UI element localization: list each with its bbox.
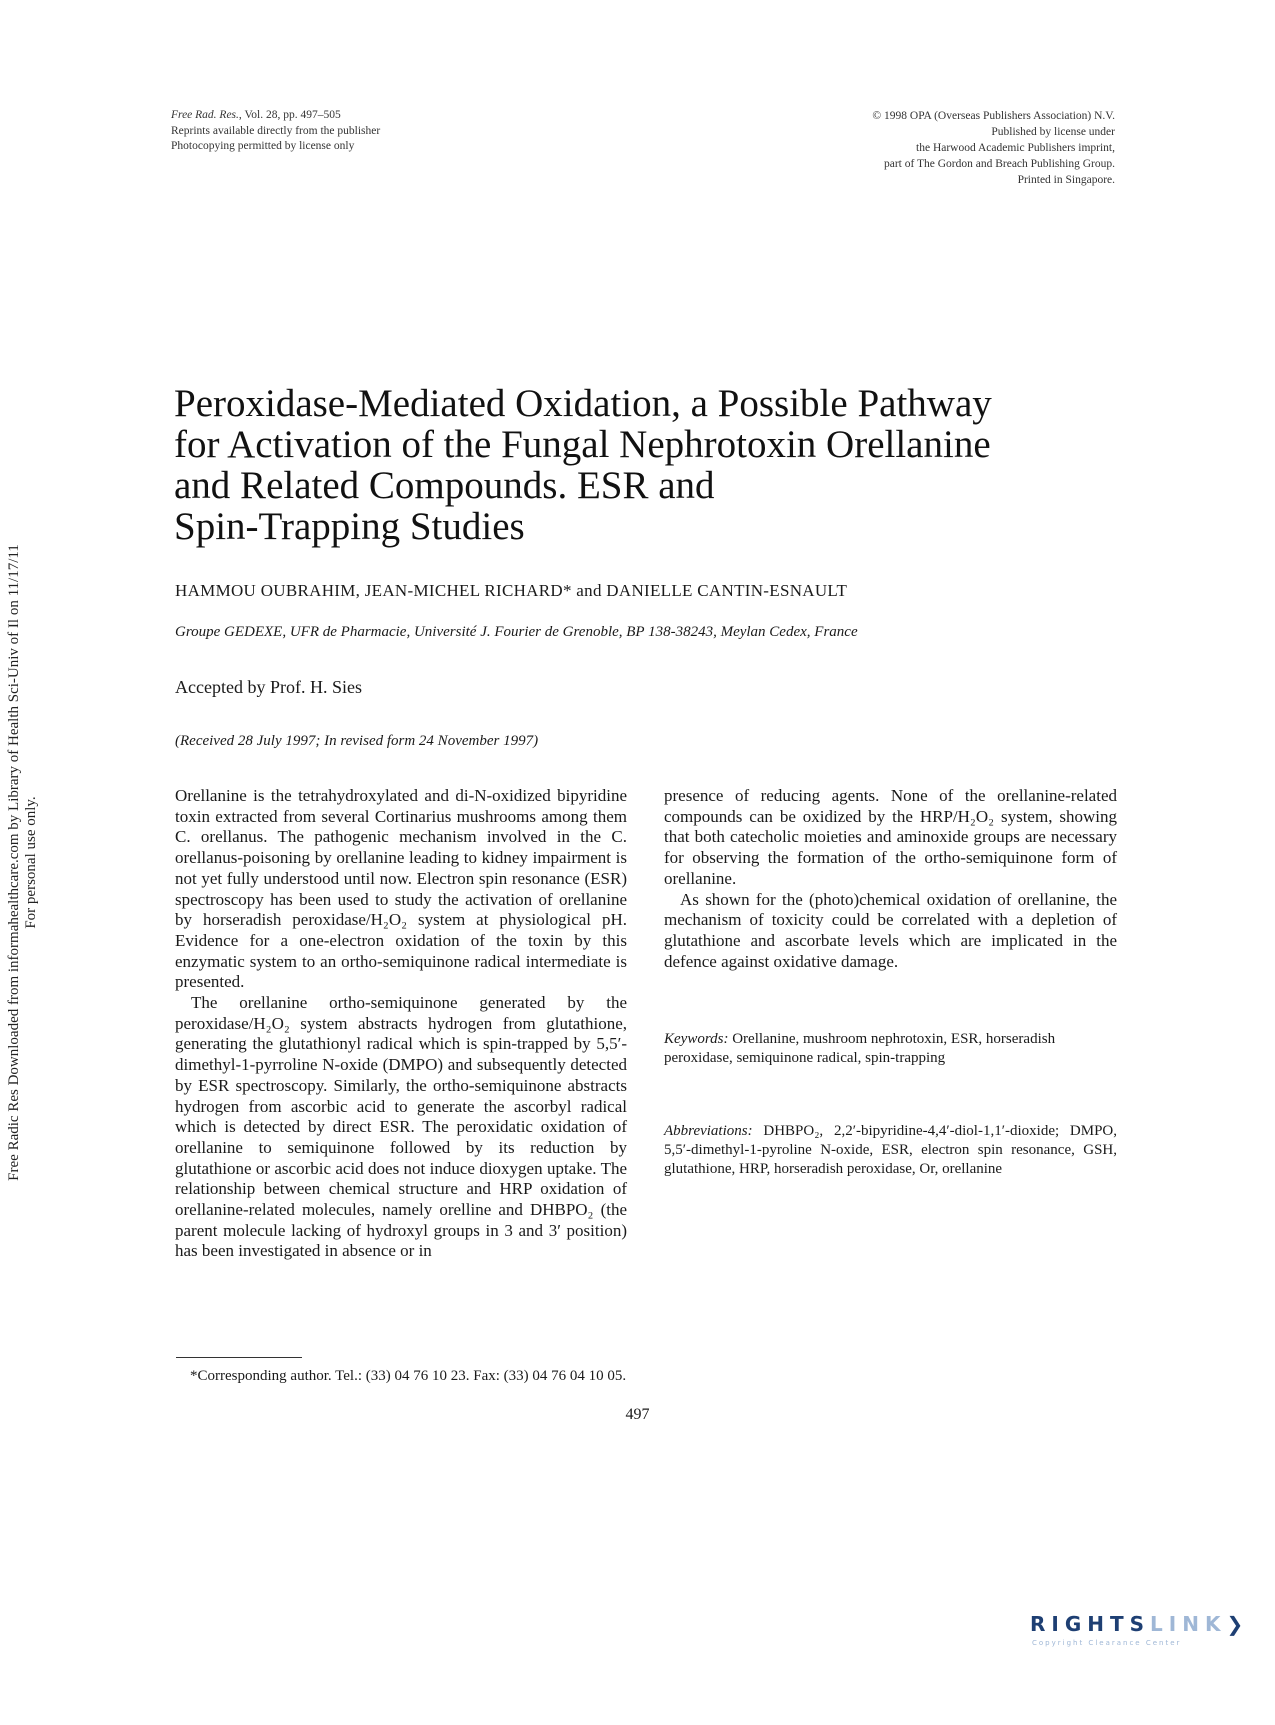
download-watermark xyxy=(6,500,40,1225)
abstract-right-column xyxy=(664,786,1117,972)
keywords-label: Keywords: xyxy=(664,1031,729,1047)
rightslink-tagline: Copyright Clearance Center xyxy=(1032,1639,1182,1647)
volume-pages: , Vol. 28, pp. 497–505 xyxy=(238,109,341,121)
keywords-text: Orellanine, mushroom nephrotoxin, ESR, horseradish peroxidase, semiquinone radical, spin-trapping xyxy=(664,1031,1056,1066)
reprints-note: Reprints available directly from the publisher xyxy=(171,124,381,137)
authors: HAMMOU OUBRAHIM, JEAN-MICHEL RICHARD* and DANIELLE CANTIN-ESNAULT xyxy=(175,581,848,600)
copyright-block xyxy=(872,108,1115,188)
keywords xyxy=(664,1030,1117,1068)
article-title xyxy=(174,383,1114,547)
rightslink-light-text: LINK xyxy=(1150,1612,1227,1636)
abstract-paragraph-4: As shown for the (photo)chemical oxidation of orellanine, the mechanism of toxicity could be correlated with a depletion of glutathione and ascorbate levels which are implicated in the defence against oxidative damage. xyxy=(664,889,1117,971)
abbreviations xyxy=(664,1122,1117,1179)
abstract-left-column xyxy=(175,786,627,1262)
photocopy-note: Photocopying permitted by license only xyxy=(171,140,355,152)
copyright-line-3: the Harwood Academic Publishers imprint, xyxy=(916,142,1115,154)
copyright-line-5: Printed in Singapore. xyxy=(1017,174,1115,186)
abstract-paragraph-2: The orellanine ortho-semiquinone generated by the peroxidase/H₂O₂ system abstracts hydrogen from glutathione, generating the glutathionyl radical which is spin-trapped by 5,5′-dimethyl-1-pyrroline N-oxide (DMPO) and subsequently detected by ESR spectroscopy. Similarly, the ortho-semiquinone abstracts hydrogen from ascorbic acid to generate the ascorbyl radical which is detected by direct ESR. The peroxidatic oxidation of orellanine to semiquinone followed by its reduction by glutathione or ascorbic acid does not induce dioxygen uptake. The relationship between chemical structure and HRP oxidation of orellanine-related molecules, namely orelline and DHBPO₂ (the parent molecule lacking of hydroxyl groups in 3 and 3′ position) has been investigated in absence or in xyxy=(175,993,627,1261)
copyright-line-2: Published by license under xyxy=(991,126,1115,138)
title-line-3: and Related Compounds. ESR and xyxy=(174,464,715,507)
rightslink-logo[interactable] xyxy=(1030,1612,1270,1656)
accepted-by: Accepted by Prof. H. Sies xyxy=(175,677,362,697)
abbreviations-text: DHBPO₂, 2,2′-bipyridine-4,4′-diol-1,1′-dioxide; DMPO, 5,5′-dimethyl-1-pyroline N-oxide, ESR, electron spin resonance, GSH, glutathione, HRP, horseradish peroxidase, Or, orellanine xyxy=(664,1123,1118,1177)
rightslink-dark-text: RIGHTS xyxy=(1030,1612,1151,1636)
corresponding-author-footnote: *Corresponding author. Tel.: (33) 04 76 10 23. Fax: (33) 04 76 04 10 05. xyxy=(190,1368,627,1384)
journal-volume-line xyxy=(171,108,380,124)
journal-citation xyxy=(171,108,380,155)
page-number: 497 xyxy=(625,1406,650,1423)
title-line-1: Peroxidase-Mediated Oxidation, a Possible Pathway xyxy=(174,382,992,425)
abbreviations-label: Abbreviations: xyxy=(664,1123,753,1139)
title-line-4: Spin-Trapping Studies xyxy=(174,505,525,548)
footnote-divider xyxy=(176,1357,302,1358)
received-dates: (Received 28 July 1997; In revised form 24 November 1997) xyxy=(175,733,539,749)
affiliation: Groupe GEDEXE, UFR de Pharmacie, Université J. Fourier de Grenoble, BP 138-38243, Meylan Cedex, France xyxy=(175,624,858,640)
copyright-line-4: part of The Gordon and Breach Publishing Group. xyxy=(883,158,1115,170)
rightslink-chevron-icon: ❯ xyxy=(1226,1612,1250,1636)
copyright-line-1: © 1998 OPA (Overseas Publishers Association) N.V. xyxy=(872,110,1115,122)
abstract-paragraph-1: Orellanine is the tetrahydroxylated and di-N-oxidized bipyridine toxin extracted from several Cortinarius mushrooms among them C. orellanus. The pathogenic mechanism involved in the C. orellanus-poisoning by orellanine leading to kidney impairment is not yet fully understood until now. Electron spin resonance (ESR) spectroscopy has been used to study the activation of orellanine by horseradish peroxidase/H₂O₂ system at physiological pH. Evidence for a one-electron oxidation of the toxin by this enzymatic system to an ortho-semiquinone radical intermediate is presented. xyxy=(175,786,627,992)
download-watermark-line-2: For personal use only. xyxy=(23,796,39,929)
title-line-2: for Activation of the Fungal Nephrotoxin Orellanine xyxy=(174,423,991,466)
abstract-paragraph-3: presence of reducing agents. None of the orellanine-related compounds can be oxidized by the HRP/H₂O₂ system, showing that both catecholic moieties and aminoxide groups are necessary for observing the formation of the ortho-semiquinone form of orellanine. xyxy=(664,786,1117,888)
download-watermark-line-1: Free Radic Res Downloaded from informahealthcare.com by Library of Health Sci-Univ of Il on 11/17/11 xyxy=(6,544,22,1181)
rightslink-wordmark xyxy=(1030,1612,1249,1636)
journal-name: Free Rad. Res. xyxy=(171,109,239,121)
